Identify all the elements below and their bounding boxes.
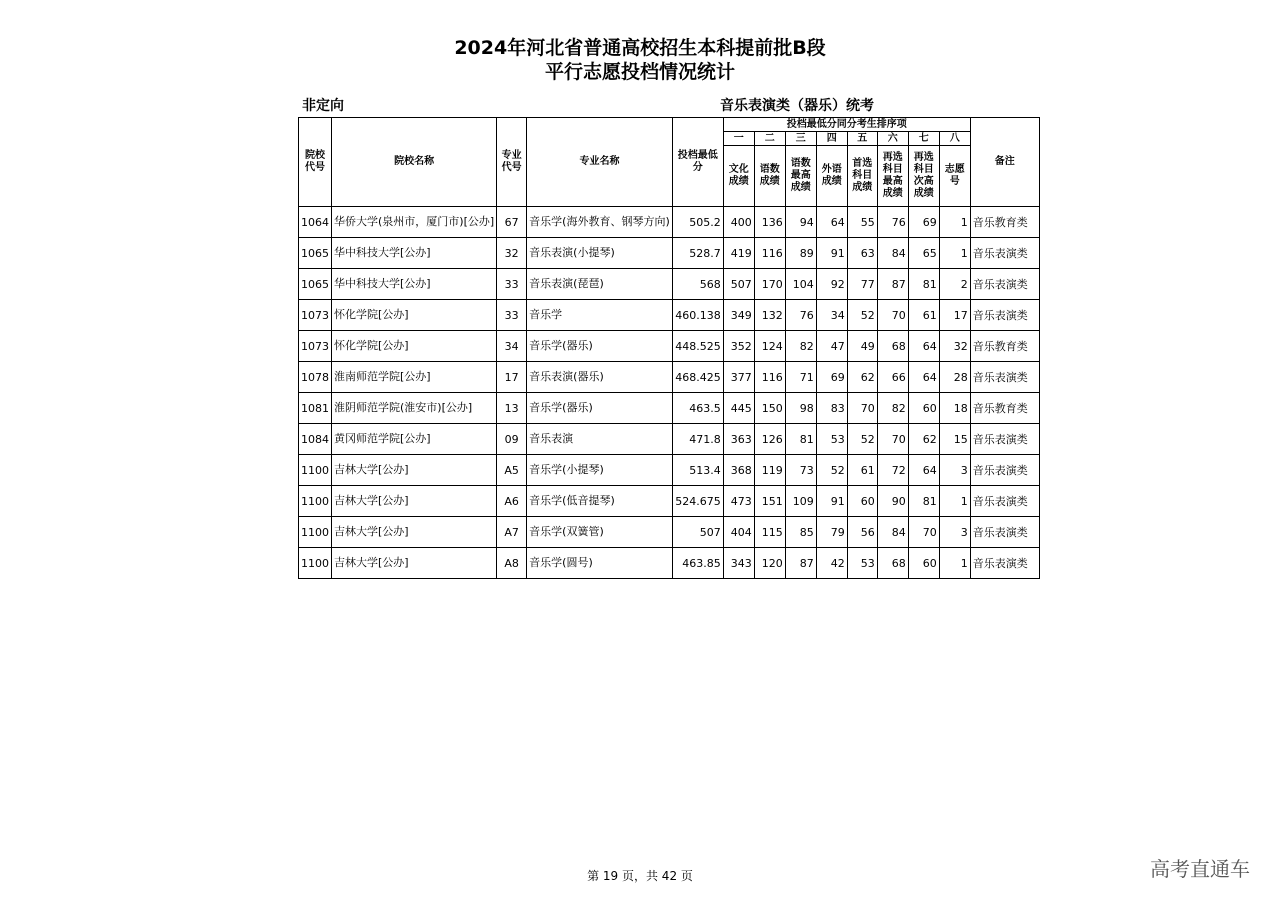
cell-c2: 119 bbox=[754, 455, 785, 486]
cell-c1: 363 bbox=[723, 424, 754, 455]
header-order-3: 三 bbox=[785, 132, 816, 146]
cell-name: 怀化学院[公办] bbox=[332, 331, 497, 362]
cell-remark: 音乐教育类 bbox=[970, 331, 1039, 362]
cell-mcode: A6 bbox=[497, 486, 527, 517]
cell-c7: 81 bbox=[908, 269, 939, 300]
cell-name: 怀化学院[公办] bbox=[332, 300, 497, 331]
cell-name: 华中科技大学[公办] bbox=[332, 238, 497, 269]
cell-c6: 66 bbox=[877, 362, 908, 393]
header-order-2: 二 bbox=[754, 132, 785, 146]
cell-code: 1065 bbox=[299, 238, 332, 269]
cell-c1: 343 bbox=[723, 548, 754, 579]
cell-c7: 81 bbox=[908, 486, 939, 517]
cell-c1: 404 bbox=[723, 517, 754, 548]
cell-c4: 34 bbox=[816, 300, 847, 331]
cell-score: 507 bbox=[672, 517, 723, 548]
cell-c1: 377 bbox=[723, 362, 754, 393]
cell-remark: 音乐表演类 bbox=[970, 548, 1039, 579]
cell-c5: 56 bbox=[847, 517, 877, 548]
cell-name: 黄冈师范学院[公办] bbox=[332, 424, 497, 455]
cell-c3: 71 bbox=[785, 362, 816, 393]
header-tie-group: 投档最低分同分考生排序项 bbox=[723, 118, 970, 132]
cell-major: 音乐学(低音提琴) bbox=[527, 486, 673, 517]
cell-c4: 42 bbox=[816, 548, 847, 579]
cell-c3: 73 bbox=[785, 455, 816, 486]
cell-c4: 91 bbox=[816, 238, 847, 269]
cell-c4: 64 bbox=[816, 207, 847, 238]
cell-mcode: 09 bbox=[497, 424, 527, 455]
cell-mcode: A8 bbox=[497, 548, 527, 579]
header-major-name: 专业名称 bbox=[527, 118, 673, 207]
cell-c3: 81 bbox=[785, 424, 816, 455]
header-chinese-math-score: 语数成绩 bbox=[754, 146, 785, 207]
cell-c2: 116 bbox=[754, 362, 785, 393]
cell-remark: 音乐教育类 bbox=[970, 207, 1039, 238]
table-row bbox=[299, 300, 1040, 331]
cell-c7: 65 bbox=[908, 238, 939, 269]
cell-remark: 音乐表演类 bbox=[970, 300, 1039, 331]
cell-c1: 507 bbox=[723, 269, 754, 300]
watermark: 高考直通车 bbox=[1150, 857, 1250, 881]
table-row bbox=[299, 269, 1040, 300]
cell-c6: 84 bbox=[877, 238, 908, 269]
cell-c5: 70 bbox=[847, 393, 877, 424]
cell-c3: 109 bbox=[785, 486, 816, 517]
cell-c4: 47 bbox=[816, 331, 847, 362]
cell-c2: 150 bbox=[754, 393, 785, 424]
cell-major: 音乐学(双簧管) bbox=[527, 517, 673, 548]
cell-remark: 音乐表演类 bbox=[970, 238, 1039, 269]
header-order-5: 五 bbox=[847, 132, 877, 146]
cell-c1: 368 bbox=[723, 455, 754, 486]
cell-c7: 70 bbox=[908, 517, 939, 548]
cell-c7: 64 bbox=[908, 331, 939, 362]
cell-c6: 76 bbox=[877, 207, 908, 238]
cell-mcode: 17 bbox=[497, 362, 527, 393]
cell-c2: 126 bbox=[754, 424, 785, 455]
cell-score: 528.7 bbox=[672, 238, 723, 269]
cell-c4: 53 bbox=[816, 424, 847, 455]
cell-c8: 28 bbox=[939, 362, 970, 393]
cell-c7: 60 bbox=[908, 548, 939, 579]
cell-major: 音乐学 bbox=[527, 300, 673, 331]
header-order-1: 一 bbox=[723, 132, 754, 146]
doc-title-line1: 2024年河北省普通高校招生本科提前批B段 bbox=[454, 37, 826, 59]
cell-score: 468.425 bbox=[672, 362, 723, 393]
cell-mcode: 33 bbox=[497, 300, 527, 331]
cell-c8: 2 bbox=[939, 269, 970, 300]
cell-c1: 349 bbox=[723, 300, 754, 331]
cell-name: 华中科技大学[公办] bbox=[332, 269, 497, 300]
major-category-label: 音乐表演类（器乐）统考 bbox=[720, 98, 874, 114]
cell-c3: 82 bbox=[785, 331, 816, 362]
cell-code: 1064 bbox=[299, 207, 332, 238]
cell-c4: 52 bbox=[816, 455, 847, 486]
header-order-4: 四 bbox=[816, 132, 847, 146]
cell-c2: 170 bbox=[754, 269, 785, 300]
cell-c8: 18 bbox=[939, 393, 970, 424]
cell-mcode: 32 bbox=[497, 238, 527, 269]
header-major-code: 专业代号 bbox=[497, 118, 527, 207]
cell-c3: 104 bbox=[785, 269, 816, 300]
header-chinese-math-max: 语数最高成绩 bbox=[785, 146, 816, 207]
cell-c6: 68 bbox=[877, 331, 908, 362]
cell-c3: 89 bbox=[785, 238, 816, 269]
header-order-7: 七 bbox=[908, 132, 939, 146]
cell-c3: 94 bbox=[785, 207, 816, 238]
cell-name: 吉林大学[公办] bbox=[332, 517, 497, 548]
cell-code: 1073 bbox=[299, 331, 332, 362]
table-row bbox=[299, 207, 1040, 238]
cell-remark: 音乐表演类 bbox=[970, 362, 1039, 393]
cell-name: 淮阴师范学院(淮安市)[公办] bbox=[332, 393, 497, 424]
cell-c7: 60 bbox=[908, 393, 939, 424]
cell-major: 音乐学(小提琴) bbox=[527, 455, 673, 486]
cell-score: 463.5 bbox=[672, 393, 723, 424]
cell-code: 1065 bbox=[299, 269, 332, 300]
cell-code: 1078 bbox=[299, 362, 332, 393]
header-min-score: 投档最低分 bbox=[672, 118, 723, 207]
header-elective-max: 再选科目最高成绩 bbox=[877, 146, 908, 207]
cell-c3: 98 bbox=[785, 393, 816, 424]
cell-c5: 49 bbox=[847, 331, 877, 362]
cell-mcode: A7 bbox=[497, 517, 527, 548]
cell-major: 音乐学(海外教育、钢琴方向) bbox=[527, 207, 673, 238]
cell-c6: 90 bbox=[877, 486, 908, 517]
cell-c6: 70 bbox=[877, 300, 908, 331]
cell-score: 471.8 bbox=[672, 424, 723, 455]
cell-code: 1100 bbox=[299, 517, 332, 548]
cell-c5: 62 bbox=[847, 362, 877, 393]
cell-c7: 62 bbox=[908, 424, 939, 455]
table-row bbox=[299, 548, 1040, 579]
cell-c6: 70 bbox=[877, 424, 908, 455]
cell-c7: 64 bbox=[908, 362, 939, 393]
cell-c2: 132 bbox=[754, 300, 785, 331]
table-row bbox=[299, 517, 1040, 548]
cell-remark: 音乐表演类 bbox=[970, 486, 1039, 517]
doc-title-line2: 平行志愿投档情况统计 bbox=[544, 61, 735, 83]
table-row bbox=[299, 331, 1040, 362]
admission-table bbox=[298, 117, 1040, 579]
cell-score: 513.4 bbox=[672, 455, 723, 486]
cell-remark: 音乐表演类 bbox=[970, 269, 1039, 300]
cell-c1: 352 bbox=[723, 331, 754, 362]
header-order-8: 八 bbox=[939, 132, 970, 146]
header-school-name: 院校名称 bbox=[332, 118, 497, 207]
cell-c5: 60 bbox=[847, 486, 877, 517]
cell-c6: 84 bbox=[877, 517, 908, 548]
cell-score: 463.85 bbox=[672, 548, 723, 579]
cell-c5: 52 bbox=[847, 424, 877, 455]
cell-c5: 52 bbox=[847, 300, 877, 331]
cell-c4: 79 bbox=[816, 517, 847, 548]
cell-c1: 400 bbox=[723, 207, 754, 238]
cell-code: 1100 bbox=[299, 486, 332, 517]
cell-c6: 72 bbox=[877, 455, 908, 486]
cell-c4: 92 bbox=[816, 269, 847, 300]
cell-c2: 120 bbox=[754, 548, 785, 579]
cell-score: 505.2 bbox=[672, 207, 723, 238]
cell-c5: 77 bbox=[847, 269, 877, 300]
header-wish-number: 志愿号 bbox=[939, 146, 970, 207]
header-order-6: 六 bbox=[877, 132, 908, 146]
cell-c1: 445 bbox=[723, 393, 754, 424]
cell-major: 音乐学(器乐) bbox=[527, 331, 673, 362]
header-remark: 备注 bbox=[970, 118, 1039, 207]
cell-name: 吉林大学[公办] bbox=[332, 455, 497, 486]
cell-remark: 音乐表演类 bbox=[970, 424, 1039, 455]
cell-code: 1100 bbox=[299, 548, 332, 579]
cell-c3: 76 bbox=[785, 300, 816, 331]
table-row bbox=[299, 486, 1040, 517]
cell-mcode: A5 bbox=[497, 455, 527, 486]
cell-c3: 87 bbox=[785, 548, 816, 579]
cell-score: 524.675 bbox=[672, 486, 723, 517]
cell-name: 淮南师范学院[公办] bbox=[332, 362, 497, 393]
cell-major: 音乐表演(器乐) bbox=[527, 362, 673, 393]
header-foreign-language: 外语成绩 bbox=[816, 146, 847, 207]
cell-c4: 83 bbox=[816, 393, 847, 424]
table-row bbox=[299, 238, 1040, 269]
cell-c5: 61 bbox=[847, 455, 877, 486]
cell-code: 1073 bbox=[299, 300, 332, 331]
cell-mcode: 67 bbox=[497, 207, 527, 238]
cell-score: 568 bbox=[672, 269, 723, 300]
cell-c7: 64 bbox=[908, 455, 939, 486]
category-label: 非定向 bbox=[302, 98, 344, 114]
cell-name: 吉林大学[公办] bbox=[332, 548, 497, 579]
cell-code: 1100 bbox=[299, 455, 332, 486]
cell-remark: 音乐教育类 bbox=[970, 393, 1039, 424]
cell-c8: 15 bbox=[939, 424, 970, 455]
cell-c5: 55 bbox=[847, 207, 877, 238]
cell-c6: 68 bbox=[877, 548, 908, 579]
cell-c6: 82 bbox=[877, 393, 908, 424]
cell-c8: 3 bbox=[939, 517, 970, 548]
cell-c8: 3 bbox=[939, 455, 970, 486]
cell-c1: 419 bbox=[723, 238, 754, 269]
cell-mcode: 13 bbox=[497, 393, 527, 424]
cell-name: 吉林大学[公办] bbox=[332, 486, 497, 517]
header-first-subject: 首选科目成绩 bbox=[847, 146, 877, 207]
table-row bbox=[299, 424, 1040, 455]
cell-major: 音乐表演 bbox=[527, 424, 673, 455]
cell-remark: 音乐表演类 bbox=[970, 517, 1039, 548]
cell-remark: 音乐表演类 bbox=[970, 455, 1039, 486]
cell-c2: 116 bbox=[754, 238, 785, 269]
table-row bbox=[299, 393, 1040, 424]
cell-c7: 69 bbox=[908, 207, 939, 238]
cell-code: 1084 bbox=[299, 424, 332, 455]
cell-major: 音乐表演(琵琶) bbox=[527, 269, 673, 300]
cell-c8: 32 bbox=[939, 331, 970, 362]
cell-c8: 1 bbox=[939, 207, 970, 238]
cell-c1: 473 bbox=[723, 486, 754, 517]
cell-name: 华侨大学(泉州市，厦门市)[公办] bbox=[332, 207, 497, 238]
cell-c4: 69 bbox=[816, 362, 847, 393]
cell-mcode: 34 bbox=[497, 331, 527, 362]
cell-major: 音乐表演(小提琴) bbox=[527, 238, 673, 269]
cell-c4: 91 bbox=[816, 486, 847, 517]
cell-c8: 17 bbox=[939, 300, 970, 331]
header-elective-second: 再选科目次高成绩 bbox=[908, 146, 939, 207]
cell-c6: 87 bbox=[877, 269, 908, 300]
table-row bbox=[299, 455, 1040, 486]
cell-score: 448.525 bbox=[672, 331, 723, 362]
cell-c3: 85 bbox=[785, 517, 816, 548]
header-school-code: 院校代号 bbox=[299, 118, 332, 207]
table-body bbox=[299, 207, 1040, 579]
page-footer: 第 19 页，共 42 页 bbox=[587, 869, 693, 883]
cell-c7: 61 bbox=[908, 300, 939, 331]
cell-c8: 1 bbox=[939, 238, 970, 269]
header-culture-score: 文化成绩 bbox=[723, 146, 754, 207]
cell-code: 1081 bbox=[299, 393, 332, 424]
cell-c5: 63 bbox=[847, 238, 877, 269]
cell-c8: 1 bbox=[939, 548, 970, 579]
cell-c8: 1 bbox=[939, 486, 970, 517]
cell-score: 460.138 bbox=[672, 300, 723, 331]
cell-c2: 151 bbox=[754, 486, 785, 517]
cell-c2: 136 bbox=[754, 207, 785, 238]
cell-major: 音乐学(圆号) bbox=[527, 548, 673, 579]
cell-c5: 53 bbox=[847, 548, 877, 579]
table-row bbox=[299, 362, 1040, 393]
cell-major: 音乐学(器乐) bbox=[527, 393, 673, 424]
cell-c2: 115 bbox=[754, 517, 785, 548]
cell-c2: 124 bbox=[754, 331, 785, 362]
cell-mcode: 33 bbox=[497, 269, 527, 300]
